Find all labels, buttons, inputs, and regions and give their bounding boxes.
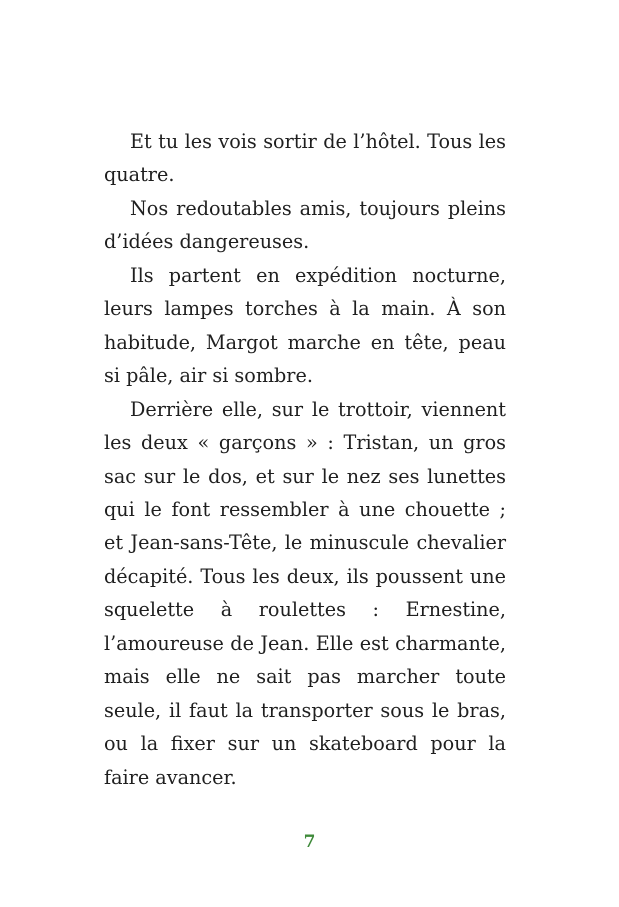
body-text xyxy=(104,125,506,794)
paragraph-2: Nos redoutables amis, toujours pleins d’idées dangereuses. xyxy=(104,196,506,254)
page-number: 7 xyxy=(303,832,316,852)
paragraph-3: Ils partent en expédition nocturne, leurs lampes torches à la main. À son habitude, Margot marche en tête, peau si pâle, air si sombre. xyxy=(104,263,506,388)
paragraph-4: Derrière elle, sur le trottoir, viennent les deux « garçons » : Tristan, un gros sac sur le dos, et sur le nez ses lunettes qui le font ressembler à une chouette ; et Jean-sans-Tête, le minuscule chevalier décapité. Tous les deux, ils poussent une squelette à roulettes : Ernestine, l’amoureuse de Jean. Elle est charmante, mais elle ne sait pas marcher toute seule, il faut la transporter sous le bras, ou la fixer sur un skateboard pour la faire avancer. xyxy=(104,397,506,789)
paragraph-1: Et tu les vois sortir de l’hôtel. Tous les quatre. xyxy=(104,130,506,187)
